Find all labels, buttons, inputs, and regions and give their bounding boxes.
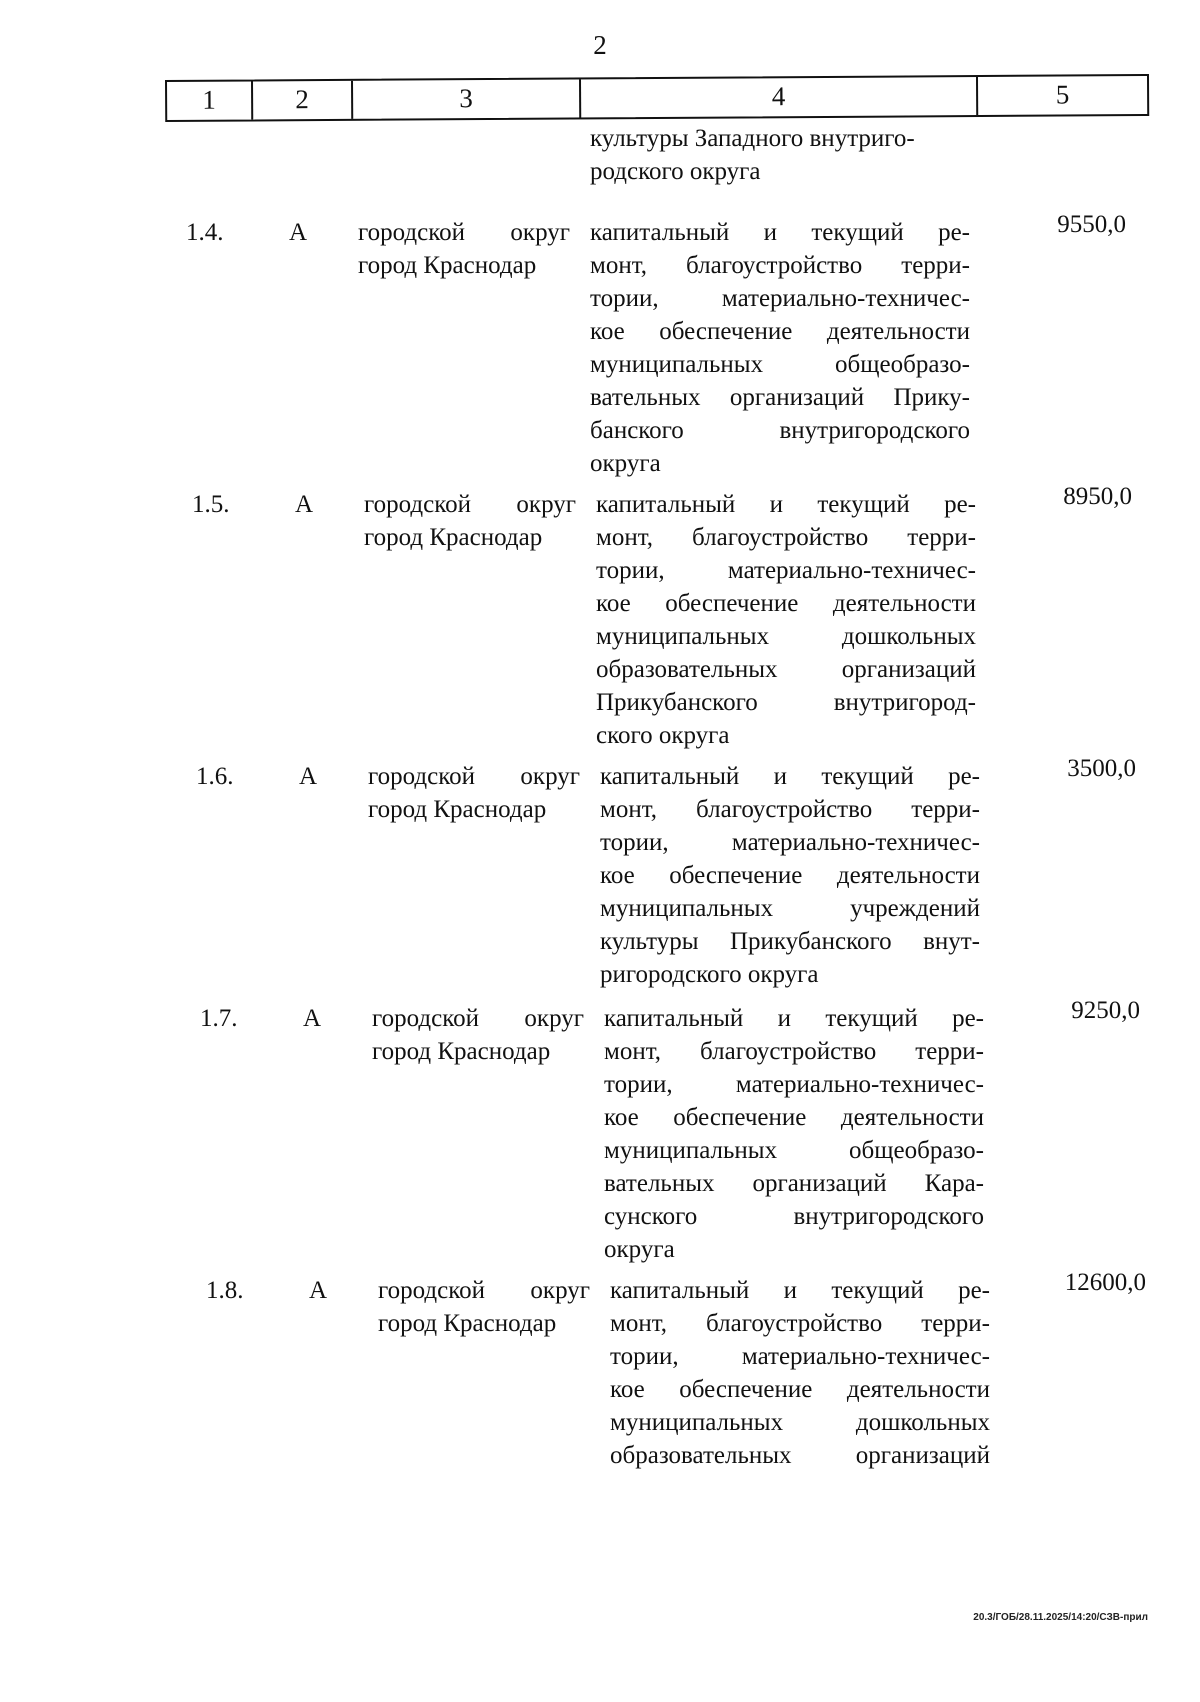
row-type: А xyxy=(295,491,314,518)
description-line: округа xyxy=(604,1236,675,1263)
row-number: 1.7. xyxy=(200,1005,238,1032)
row-amount: 12600,0 xyxy=(1064,1269,1146,1296)
description-line: тории, материально-техничес- xyxy=(600,829,980,856)
row-number: 1.4. xyxy=(186,219,224,246)
row-description xyxy=(590,216,970,480)
description-line: тории, материально-техничес- xyxy=(590,285,970,312)
description-line: монт, благоустройство терри- xyxy=(600,796,980,823)
page-number: 2 xyxy=(593,30,607,60)
description-line: монт, благоустройство терри- xyxy=(604,1038,984,1065)
header-col-5: 5 xyxy=(1055,79,1070,110)
row-description xyxy=(600,760,980,991)
description-line: вательных организаций Кара- xyxy=(604,1170,984,1197)
row-amount: 8950,0 xyxy=(1063,483,1132,510)
row-type: А xyxy=(303,1005,322,1032)
description-line: капитальный и текущий ре- xyxy=(596,491,976,518)
description-line: вательных организаций Прику- xyxy=(590,384,970,411)
row-municipality xyxy=(368,760,580,826)
description-line: образовательных организаций xyxy=(596,656,976,683)
header-col-2: 2 xyxy=(253,81,353,120)
municipality-line: городской округ xyxy=(358,219,570,246)
municipality-line: город Краснодар xyxy=(364,524,543,551)
description-line: монт, благоустройство терри- xyxy=(610,1310,990,1337)
description-line: муниципальных дошкольных xyxy=(610,1409,990,1436)
description-line: кое обеспечение деятельности xyxy=(596,590,976,617)
description-line: муниципальных общеобразо- xyxy=(590,351,970,378)
municipality-line: городской округ xyxy=(378,1277,590,1304)
description-line: сунского внутригородского xyxy=(604,1203,984,1230)
municipality-line: городской округ xyxy=(364,491,576,518)
municipality-line: город Краснодар xyxy=(368,796,547,823)
row-description xyxy=(610,1274,990,1472)
row-type: А xyxy=(289,219,308,246)
header-col-3: 3 xyxy=(353,79,581,118)
description-line: образовательных организаций xyxy=(610,1442,990,1469)
municipality-line: город Краснодар xyxy=(372,1038,551,1065)
table-header xyxy=(165,74,1149,122)
description-line: округа xyxy=(590,450,661,477)
continuation-line: родского округа xyxy=(590,158,761,185)
row-number: 1.5. xyxy=(192,491,230,518)
description-line: капитальный и текущий ре- xyxy=(600,763,980,790)
description-line: капитальный и текущий ре- xyxy=(604,1005,984,1032)
row-municipality xyxy=(372,1002,584,1068)
description-line: ского округа xyxy=(596,722,730,749)
municipality-line: городской округ xyxy=(368,763,580,790)
description-line: банского внутригородского xyxy=(590,417,970,444)
row-type: А xyxy=(299,763,318,790)
description-line: кое обеспечение деятельности xyxy=(610,1376,990,1403)
description-line: кое обеспечение деятельности xyxy=(600,862,980,889)
municipality-line: городской округ xyxy=(372,1005,584,1032)
municipality-line: город Краснодар xyxy=(358,252,537,279)
row-municipality xyxy=(364,488,576,554)
description-line: монт, благоустройство терри- xyxy=(596,524,976,551)
municipality-line: город Краснодар xyxy=(378,1310,557,1337)
row-description xyxy=(596,488,976,752)
description-line: муниципальных общеобразо- xyxy=(604,1137,984,1164)
row-amount: 9250,0 xyxy=(1071,997,1140,1024)
header-col-1: 1 xyxy=(167,81,253,120)
row-municipality xyxy=(358,216,570,282)
description-line: тории, материально-техничес- xyxy=(596,557,976,584)
description-line: тории, материально-техничес- xyxy=(610,1343,990,1370)
footer-document-code: 20.3/ГОБ/28.11.2025/14:20/СЗВ-прил xyxy=(973,1612,1148,1623)
description-line: муниципальных дошкольных xyxy=(596,623,976,650)
description-line: культуры Прикубанского внут- xyxy=(600,928,980,955)
header-col-4: 4 xyxy=(581,77,978,117)
row-type: А xyxy=(309,1277,328,1304)
row-amount: 3500,0 xyxy=(1067,755,1136,782)
row-municipality xyxy=(378,1274,590,1340)
continuation-text xyxy=(590,122,980,188)
row-number: 1.6. xyxy=(196,763,234,790)
description-line: ригородского округа xyxy=(600,961,819,988)
description-line: кое обеспечение деятельности xyxy=(590,318,970,345)
description-line: кое обеспечение деятельности xyxy=(604,1104,984,1131)
description-line: капитальный и текущий ре- xyxy=(610,1277,990,1304)
continuation-line: культуры Западного внутриго- xyxy=(590,125,915,152)
description-line: муниципальных учреждений xyxy=(600,895,980,922)
row-number: 1.8. xyxy=(206,1277,244,1304)
row-description xyxy=(604,1002,984,1266)
description-line: Прикубанского внутригород- xyxy=(596,689,976,716)
description-line: тории, материально-техничес- xyxy=(604,1071,984,1098)
row-amount: 9550,0 xyxy=(1057,211,1126,238)
description-line: монт, благоустройство терри- xyxy=(590,252,970,279)
description-line: капитальный и текущий ре- xyxy=(590,219,970,246)
